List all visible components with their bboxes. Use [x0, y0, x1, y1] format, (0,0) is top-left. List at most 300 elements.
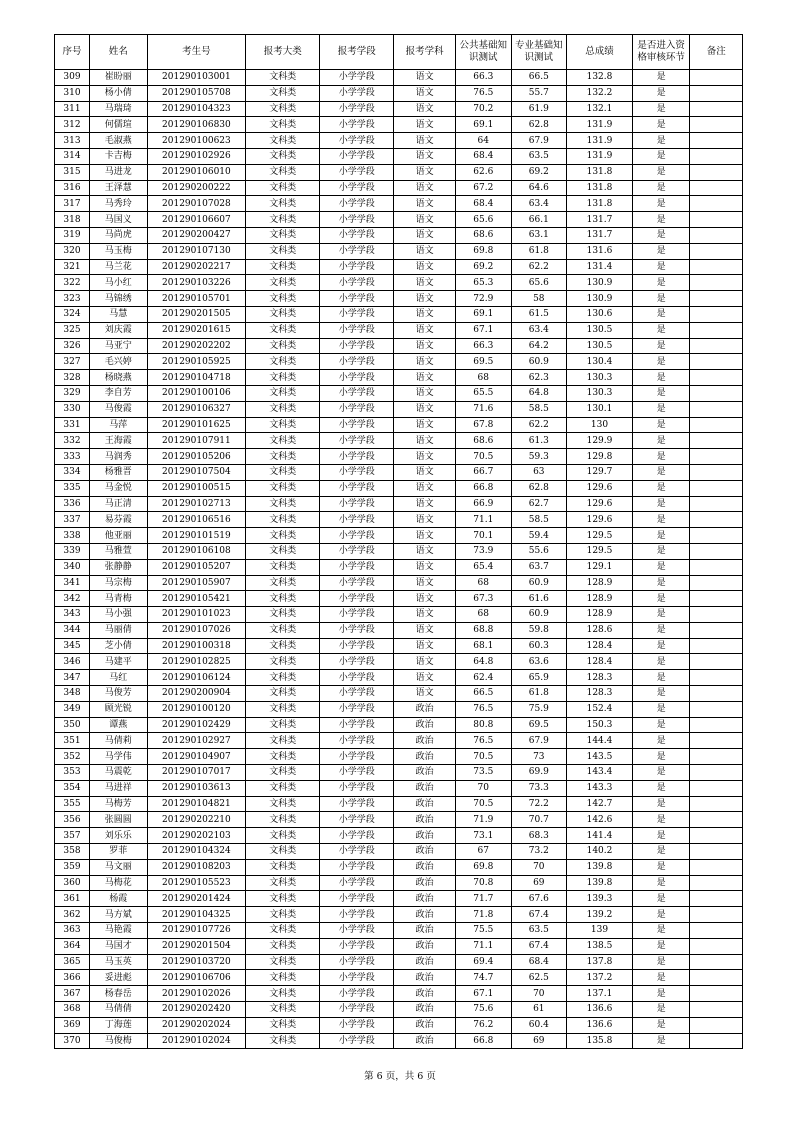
cell-name: 马建平 [89, 654, 147, 670]
cell-public-test: 80.8 [456, 717, 512, 733]
col-header-name: 姓名 [89, 35, 147, 70]
cell-remarks [690, 970, 743, 986]
cell-subject: 语文 [394, 291, 456, 307]
cell-qualification-review: 是 [632, 370, 690, 386]
col-header-remarks: 备注 [690, 35, 743, 70]
col-header-index: 序号 [55, 35, 90, 70]
cell-name: 杨春岳 [89, 986, 147, 1002]
cell-professional-test: 61.5 [511, 306, 567, 322]
cell-public-test: 65.6 [456, 212, 512, 228]
cell-index: 362 [55, 907, 90, 923]
cell-exam-number: 201290200904 [147, 686, 246, 702]
cell-exam-number: 201290108203 [147, 859, 246, 875]
cell-index: 341 [55, 575, 90, 591]
table-row [55, 1002, 743, 1018]
cell-exam-number: 201290104718 [147, 370, 246, 386]
cell-remarks [690, 859, 743, 875]
cell-public-test: 65.5 [456, 385, 512, 401]
cell-public-test: 69.4 [456, 954, 512, 970]
cell-remarks [690, 85, 743, 101]
cell-name: 马雅萱 [89, 543, 147, 559]
cell-professional-test: 59.3 [511, 449, 567, 465]
cell-professional-test: 61.8 [511, 686, 567, 702]
cell-stage: 小学学段 [320, 812, 394, 828]
cell-stage: 小学学段 [320, 638, 394, 654]
table-row [55, 464, 743, 480]
cell-public-test: 76.2 [456, 1017, 512, 1033]
cell-remarks [690, 148, 743, 164]
cell-professional-test: 60.4 [511, 1017, 567, 1033]
cell-total-score: 131.7 [567, 212, 633, 228]
cell-qualification-review: 是 [632, 796, 690, 812]
cell-qualification-review: 是 [632, 180, 690, 196]
cell-stage: 小学学段 [320, 607, 394, 623]
cell-public-test: 65.3 [456, 275, 512, 291]
cell-name: 马小红 [89, 275, 147, 291]
cell-qualification-review: 是 [632, 733, 690, 749]
cell-index: 328 [55, 370, 90, 386]
cell-name: 马国义 [89, 212, 147, 228]
cell-index: 316 [55, 180, 90, 196]
cell-qualification-review: 是 [632, 907, 690, 923]
cell-qualification-review: 是 [632, 196, 690, 212]
cell-public-test: 71.7 [456, 891, 512, 907]
cell-total-score: 131.7 [567, 227, 633, 243]
cell-index: 314 [55, 148, 90, 164]
cell-remarks [690, 385, 743, 401]
cell-category: 文科类 [246, 986, 320, 1002]
cell-public-test: 73.1 [456, 828, 512, 844]
cell-category: 文科类 [246, 322, 320, 338]
cell-exam-number: 201290200222 [147, 180, 246, 196]
cell-name: 马润秀 [89, 449, 147, 465]
cell-qualification-review: 是 [632, 496, 690, 512]
table-row [55, 543, 743, 559]
cell-qualification-review: 是 [632, 133, 690, 149]
cell-category: 文科类 [246, 433, 320, 449]
cell-professional-test: 61.6 [511, 591, 567, 607]
table-row [55, 875, 743, 891]
cell-public-test: 70.1 [456, 528, 512, 544]
cell-exam-number: 201290105523 [147, 875, 246, 891]
cell-subject: 语文 [394, 401, 456, 417]
cell-public-test: 64 [456, 133, 512, 149]
cell-exam-number: 201290102024 [147, 1033, 246, 1049]
table-row [55, 449, 743, 465]
cell-subject: 语文 [394, 433, 456, 449]
cell-subject: 政治 [394, 796, 456, 812]
table-row [55, 765, 743, 781]
cell-professional-test: 60.9 [511, 575, 567, 591]
cell-public-test: 69.1 [456, 306, 512, 322]
cell-remarks [690, 70, 743, 86]
cell-total-score: 131.9 [567, 148, 633, 164]
cell-category: 文科类 [246, 117, 320, 133]
cell-qualification-review: 是 [632, 306, 690, 322]
cell-professional-test: 64.2 [511, 338, 567, 354]
cell-subject: 语文 [394, 528, 456, 544]
cell-category: 文科类 [246, 70, 320, 86]
cell-professional-test: 73.3 [511, 780, 567, 796]
table-row [55, 401, 743, 417]
cell-total-score: 131.8 [567, 180, 633, 196]
cell-remarks [690, 528, 743, 544]
cell-public-test: 69.2 [456, 259, 512, 275]
cell-index: 340 [55, 559, 90, 575]
col-header-total-score: 总成绩 [567, 35, 633, 70]
table-row [55, 670, 743, 686]
cell-remarks [690, 622, 743, 638]
cell-total-score: 142.7 [567, 796, 633, 812]
table-row [55, 938, 743, 954]
table-row [55, 259, 743, 275]
cell-professional-test: 58.5 [511, 512, 567, 528]
cell-stage: 小学学段 [320, 733, 394, 749]
cell-name: 马艳霞 [89, 923, 147, 939]
cell-professional-test: 63.4 [511, 322, 567, 338]
table-row [55, 780, 743, 796]
table-row [55, 717, 743, 733]
col-header-subject: 报考学科 [394, 35, 456, 70]
cell-remarks [690, 780, 743, 796]
cell-total-score: 130 [567, 417, 633, 433]
cell-qualification-review: 是 [632, 464, 690, 480]
cell-qualification-review: 是 [632, 338, 690, 354]
cell-subject: 语文 [394, 243, 456, 259]
cell-exam-number: 201290107726 [147, 923, 246, 939]
cell-qualification-review: 是 [632, 70, 690, 86]
cell-professional-test: 67.4 [511, 907, 567, 923]
cell-qualification-review: 是 [632, 528, 690, 544]
cell-professional-test: 73 [511, 749, 567, 765]
cell-index: 370 [55, 1033, 90, 1049]
cell-remarks [690, 607, 743, 623]
table-row [55, 970, 743, 986]
cell-name: 李自芳 [89, 385, 147, 401]
cell-total-score: 128.4 [567, 654, 633, 670]
cell-name: 马进祥 [89, 780, 147, 796]
cell-qualification-review: 是 [632, 891, 690, 907]
table-row [55, 212, 743, 228]
cell-index: 344 [55, 622, 90, 638]
cell-category: 文科类 [246, 148, 320, 164]
table-row [55, 844, 743, 860]
cell-remarks [690, 164, 743, 180]
cell-name: 马国才 [89, 938, 147, 954]
cell-qualification-review: 是 [632, 512, 690, 528]
cell-index: 312 [55, 117, 90, 133]
cell-remarks [690, 670, 743, 686]
cell-category: 文科类 [246, 575, 320, 591]
cell-name: 马震乾 [89, 765, 147, 781]
cell-exam-number: 201290103001 [147, 70, 246, 86]
cell-index: 317 [55, 196, 90, 212]
cell-public-test: 66.3 [456, 70, 512, 86]
cell-professional-test: 66.5 [511, 70, 567, 86]
cell-public-test: 66.7 [456, 464, 512, 480]
cell-name: 马文丽 [89, 859, 147, 875]
table-row [55, 196, 743, 212]
cell-public-test: 67.1 [456, 322, 512, 338]
cell-total-score: 137.2 [567, 970, 633, 986]
cell-stage: 小学学段 [320, 765, 394, 781]
cell-category: 文科类 [246, 543, 320, 559]
cell-subject: 语文 [394, 354, 456, 370]
cell-qualification-review: 是 [632, 417, 690, 433]
cell-stage: 小学学段 [320, 654, 394, 670]
cell-subject: 政治 [394, 701, 456, 717]
cell-category: 文科类 [246, 938, 320, 954]
cell-qualification-review: 是 [632, 986, 690, 1002]
cell-category: 文科类 [246, 1017, 320, 1033]
cell-subject: 政治 [394, 733, 456, 749]
cell-name: 马秀玲 [89, 196, 147, 212]
cell-name: 刘庆霞 [89, 322, 147, 338]
cell-category: 文科类 [246, 717, 320, 733]
cell-stage: 小学学段 [320, 275, 394, 291]
cell-professional-test: 61.8 [511, 243, 567, 259]
cell-name: 马锦绣 [89, 291, 147, 307]
cell-qualification-review: 是 [632, 970, 690, 986]
cell-total-score: 129.8 [567, 449, 633, 465]
cell-professional-test: 67.6 [511, 891, 567, 907]
col-header-public-test: 公共基础知识测试 [456, 35, 512, 70]
cell-name: 马倩倩 [89, 1002, 147, 1018]
cell-stage: 小学学段 [320, 891, 394, 907]
cell-professional-test: 63.7 [511, 559, 567, 575]
table-row [55, 812, 743, 828]
cell-public-test: 67.1 [456, 986, 512, 1002]
cell-public-test: 76.5 [456, 701, 512, 717]
cell-professional-test: 60.3 [511, 638, 567, 654]
cell-category: 文科类 [246, 243, 320, 259]
cell-index: 351 [55, 733, 90, 749]
cell-public-test: 73.5 [456, 765, 512, 781]
cell-category: 文科类 [246, 291, 320, 307]
cell-total-score: 131.6 [567, 243, 633, 259]
cell-subject: 语文 [394, 196, 456, 212]
cell-subject: 语文 [394, 227, 456, 243]
cell-category: 文科类 [246, 385, 320, 401]
cell-index: 331 [55, 417, 90, 433]
cell-name: 马慧 [89, 306, 147, 322]
cell-exam-number: 201290105907 [147, 575, 246, 591]
cell-professional-test: 69.5 [511, 717, 567, 733]
cell-subject: 政治 [394, 717, 456, 733]
cell-name: 马宗梅 [89, 575, 147, 591]
cell-qualification-review: 是 [632, 480, 690, 496]
cell-category: 文科类 [246, 622, 320, 638]
cell-name: 马正清 [89, 496, 147, 512]
table-row [55, 433, 743, 449]
cell-public-test: 68.1 [456, 638, 512, 654]
table-row [55, 622, 743, 638]
cell-remarks [690, 464, 743, 480]
cell-index: 330 [55, 401, 90, 417]
cell-total-score: 128.9 [567, 591, 633, 607]
cell-category: 文科类 [246, 812, 320, 828]
cell-public-test: 66.8 [456, 480, 512, 496]
cell-exam-number: 201290202420 [147, 1002, 246, 1018]
cell-category: 文科类 [246, 196, 320, 212]
cell-category: 文科类 [246, 338, 320, 354]
cell-subject: 政治 [394, 970, 456, 986]
cell-remarks [690, 938, 743, 954]
table-row [55, 291, 743, 307]
cell-qualification-review: 是 [632, 1033, 690, 1049]
cell-remarks [690, 701, 743, 717]
cell-public-test: 70.8 [456, 875, 512, 891]
cell-remarks [690, 954, 743, 970]
cell-total-score: 143.5 [567, 749, 633, 765]
cell-remarks [690, 891, 743, 907]
cell-subject: 语文 [394, 464, 456, 480]
cell-professional-test: 69.9 [511, 765, 567, 781]
cell-name: 杨霞 [89, 891, 147, 907]
cell-exam-number: 201290202024 [147, 1017, 246, 1033]
cell-subject: 语文 [394, 654, 456, 670]
cell-stage: 小学学段 [320, 291, 394, 307]
cell-subject: 政治 [394, 938, 456, 954]
cell-public-test: 68.6 [456, 227, 512, 243]
table-row [55, 70, 743, 86]
table-row [55, 528, 743, 544]
table-row [55, 370, 743, 386]
cell-exam-number: 201290202103 [147, 828, 246, 844]
cell-subject: 政治 [394, 780, 456, 796]
cell-total-score: 131.4 [567, 259, 633, 275]
cell-professional-test: 62.8 [511, 480, 567, 496]
cell-total-score: 129.7 [567, 464, 633, 480]
cell-category: 文科类 [246, 733, 320, 749]
cell-category: 文科类 [246, 923, 320, 939]
cell-stage: 小学学段 [320, 622, 394, 638]
cell-public-test: 66.5 [456, 686, 512, 702]
cell-index: 329 [55, 385, 90, 401]
cell-subject: 语文 [394, 212, 456, 228]
cell-exam-number: 201290101023 [147, 607, 246, 623]
cell-professional-test: 69 [511, 875, 567, 891]
cell-remarks [690, 291, 743, 307]
cell-remarks [690, 227, 743, 243]
cell-exam-number: 201290102713 [147, 496, 246, 512]
cell-name: 丁海莲 [89, 1017, 147, 1033]
cell-stage: 小学学段 [320, 464, 394, 480]
cell-public-test: 75.5 [456, 923, 512, 939]
cell-public-test: 68 [456, 607, 512, 623]
cell-subject: 政治 [394, 828, 456, 844]
cell-remarks [690, 1002, 743, 1018]
cell-name: 王海霞 [89, 433, 147, 449]
cell-professional-test: 66.1 [511, 212, 567, 228]
cell-professional-test: 70 [511, 859, 567, 875]
cell-index: 363 [55, 923, 90, 939]
cell-stage: 小学学段 [320, 717, 394, 733]
cell-remarks [690, 243, 743, 259]
cell-stage: 小学学段 [320, 1033, 394, 1049]
cell-exam-number: 201290106108 [147, 543, 246, 559]
cell-exam-number: 201290107504 [147, 464, 246, 480]
cell-remarks [690, 338, 743, 354]
cell-qualification-review: 是 [632, 117, 690, 133]
cell-subject: 语文 [394, 85, 456, 101]
cell-exam-number: 201290102927 [147, 733, 246, 749]
cell-stage: 小学学段 [320, 306, 394, 322]
cell-exam-number: 201290105925 [147, 354, 246, 370]
cell-category: 文科类 [246, 164, 320, 180]
table-row [55, 638, 743, 654]
cell-professional-test: 72.2 [511, 796, 567, 812]
cell-index: 311 [55, 101, 90, 117]
cell-total-score: 129.6 [567, 480, 633, 496]
cell-stage: 小学学段 [320, 243, 394, 259]
cell-qualification-review: 是 [632, 686, 690, 702]
cell-index: 354 [55, 780, 90, 796]
cell-professional-test: 63 [511, 464, 567, 480]
cell-stage: 小学学段 [320, 148, 394, 164]
cell-total-score: 152.4 [567, 701, 633, 717]
cell-name: 马倩莉 [89, 733, 147, 749]
cell-total-score: 132.2 [567, 85, 633, 101]
cell-category: 文科类 [246, 749, 320, 765]
cell-name: 王泽慧 [89, 180, 147, 196]
col-header-exam-number: 考生号 [147, 35, 246, 70]
cell-category: 文科类 [246, 559, 320, 575]
cell-exam-number: 201290105701 [147, 291, 246, 307]
cell-subject: 政治 [394, 986, 456, 1002]
cell-index: 327 [55, 354, 90, 370]
cell-exam-number: 201290104323 [147, 101, 246, 117]
cell-index: 368 [55, 1002, 90, 1018]
cell-name: 他亚丽 [89, 528, 147, 544]
cell-stage: 小学学段 [320, 338, 394, 354]
cell-remarks [690, 765, 743, 781]
cell-qualification-review: 是 [632, 828, 690, 844]
cell-stage: 小学学段 [320, 196, 394, 212]
cell-total-score: 129.6 [567, 496, 633, 512]
cell-professional-test: 75.9 [511, 701, 567, 717]
table-row [55, 986, 743, 1002]
cell-category: 文科类 [246, 891, 320, 907]
cell-total-score: 135.8 [567, 1033, 633, 1049]
cell-name: 罗菲 [89, 844, 147, 860]
cell-public-test: 71.9 [456, 812, 512, 828]
cell-remarks [690, 180, 743, 196]
cell-name: 何儒瑄 [89, 117, 147, 133]
cell-name: 妥进彪 [89, 970, 147, 986]
cell-professional-test: 62.5 [511, 970, 567, 986]
cell-remarks [690, 638, 743, 654]
cell-public-test: 69.8 [456, 243, 512, 259]
cell-exam-number: 201290100120 [147, 701, 246, 717]
cell-professional-test: 69 [511, 1033, 567, 1049]
cell-subject: 语文 [394, 322, 456, 338]
cell-qualification-review: 是 [632, 749, 690, 765]
cell-name: 谭燕 [89, 717, 147, 733]
cell-remarks [690, 212, 743, 228]
cell-public-test: 73.9 [456, 543, 512, 559]
cell-stage: 小学学段 [320, 701, 394, 717]
cell-stage: 小学学段 [320, 354, 394, 370]
col-header-qualification-review: 是否进入资格审核环节 [632, 35, 690, 70]
cell-exam-number: 201290100318 [147, 638, 246, 654]
cell-category: 文科类 [246, 1002, 320, 1018]
cell-stage: 小学学段 [320, 543, 394, 559]
cell-category: 文科类 [246, 512, 320, 528]
cell-professional-test: 59.8 [511, 622, 567, 638]
cell-exam-number: 201290202202 [147, 338, 246, 354]
cell-exam-number: 201290104325 [147, 907, 246, 923]
